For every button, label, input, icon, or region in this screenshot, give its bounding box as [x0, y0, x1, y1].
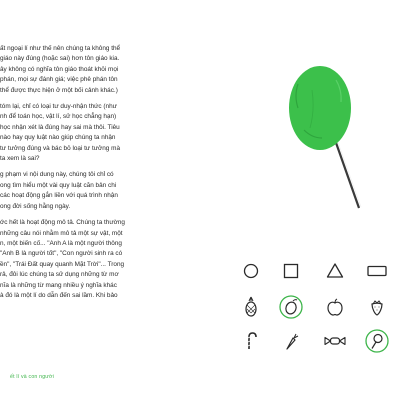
paragraph-1: ất ngoại lí như thế nên chúng ta không thể giáo này đúng (hoặc sai) hơn tôn giáo kia. ây không có nghĩa tôn giáo thoát khỏi mọi phán, mọi sự đánh giá; việc phê phán tôn thể được thực hiện ở một bối cảnh khác.) [0, 45, 121, 94]
square-icon [278, 258, 304, 284]
running-footer: ết lí và con người [10, 374, 54, 380]
paragraph-4: ớc hết là hoạt động mô tả. Chúng ta thường những câu nói nhằm mô tả một sự vật, một n, một biến cố... "Anh A là một người thông "Anh B là người tốt", "Con người sinh ra có ền", "Trái Đất quay quanh Mặt Trời"... Trong rả, đôi lúc chúng ta sử dụng những từ mơ nĩa là những từ mang nhiều ý nghĩa khác à đó là một lí do dẫn đến sai lầm. Khi bảo [0, 219, 125, 299]
wrapped-candy-icon [322, 328, 348, 354]
icon-grid [236, 258, 392, 358]
circle-icon [238, 258, 264, 284]
lollipop-illustration [262, 20, 392, 215]
apple-icon [322, 294, 348, 320]
paragraph-3: g phạm vi nội dung này, chúng tôi chỉ có ong tìm hiểu một vài quy luật căn bản chi các hoạt động gắn liền với quá trình nhận ong đời sống hằng ngày. [0, 171, 118, 210]
candy-cane-icon [238, 328, 264, 354]
rectangle-icon [364, 258, 390, 284]
lollipop-icon [364, 328, 390, 354]
lemon-icon [278, 294, 304, 320]
pineapple-icon [238, 294, 264, 320]
body-text-column [0, 44, 236, 307]
strawberry-icon [364, 294, 390, 320]
triangle-icon [322, 258, 348, 284]
carrot-icon [278, 328, 304, 354]
paragraph-2: tóm lại, chỉ có loại tư duy-nhận thức (như nh để toán học, vật lí, sử học chẳng hạn) học nhận xét là đúng hay sai mà thôi. Tiêu nào hay quy luật nào giúp chúng ta nhận tư tưởng đúng và bác bỏ loại tư tưởng mà ta xem là sai? [0, 103, 120, 163]
